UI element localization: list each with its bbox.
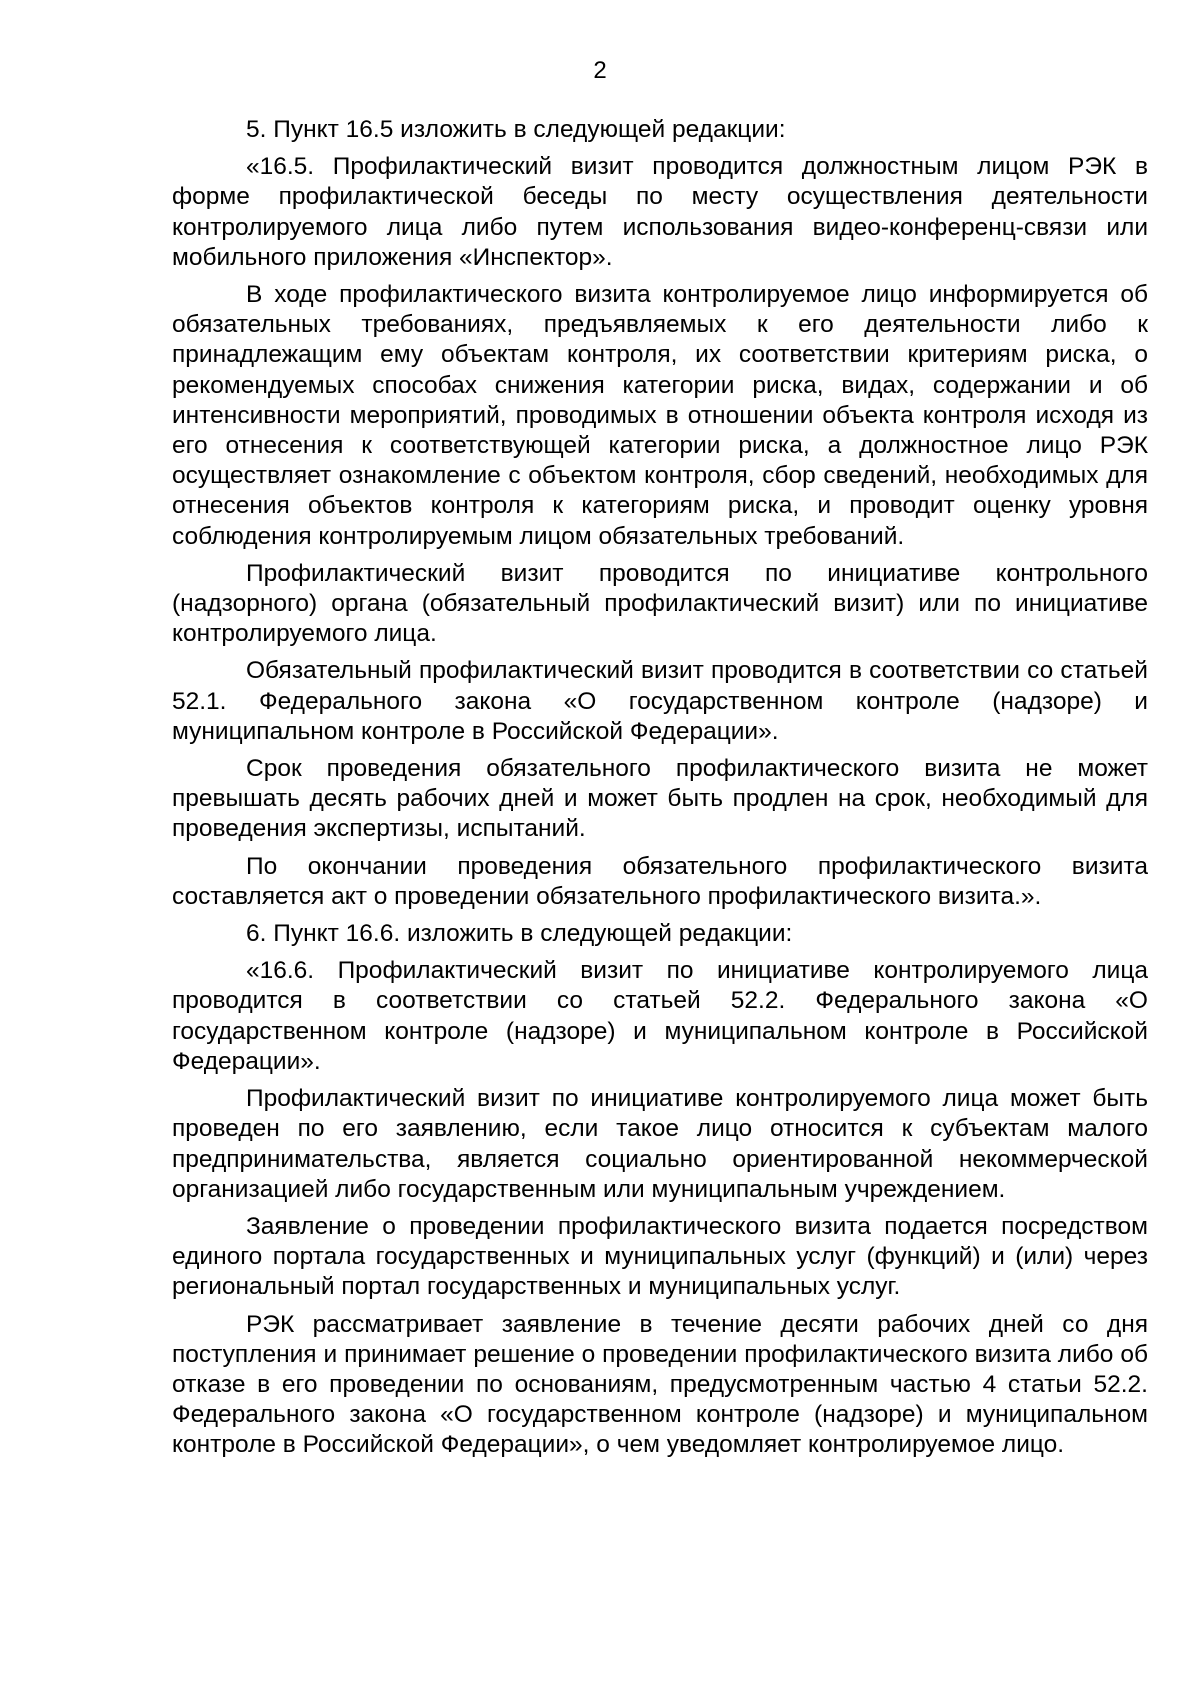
paragraph-16-5-text: «16.5. Профилактический визит проводится должностным лицом РЭК в форме профилактической беседы по месту осуществления деятельности контролируемого лица либо путем использования видео-конференц-связи или мобильного приложения «Инспектор». [172, 153, 1148, 271]
paragraph-visit-initiative: Профилактический визит проводится по инициативе контрольного (надзорного) органа (обязательный профилактический визит) или по инициативе контролируемого лица. [172, 559, 1148, 648]
paragraph-visit-duration: Срок проведения обязательного профилактического визита не может превышать десять рабочих дней и может быть продлен на срок, необходимый для проведения экспертизы, испытаний. [172, 755, 1148, 843]
paragraph-application-review: РЭК рассматривает заявление в течение десяти рабочих дней со дня поступления и принимает решение о проведении профилактического визита либо об отказе в его проведении по основаниям, предусмотренным частью 4 статьи 52.2. Федерального закона «О государственном контроле (надзоре) и муниципальном контроле в Российской Федерации», о чем уведомляет контролируемое лицо. [172, 1310, 1148, 1459]
paragraph-application-eligibility: Профилактический визит по инициативе контролируемого лица может быть проведен по его заявлению, если такое лицо относится к субъектам малого предпринимательства, является социально ориентированной некоммерческой организацией либо государственным или муниципальным учреждением. [172, 1085, 1148, 1203]
paragraph-visit-act: По окончании проведения обязательного профилактического визита составляется акт о проведении обязательного профилактического визита.». [172, 852, 1148, 910]
paragraph-mandatory-visit: Обязательный профилактический визит проводится в соответствии со статьей 52.1. Федерального закона «О государственном контроле (надзоре) и муниципальном контроле в Российской Федерации». [172, 657, 1148, 745]
paragraph-item-5-heading: 5. Пункт 16.5 изложить в следующей редакции: [246, 116, 786, 143]
page-number: 2 [593, 57, 607, 84]
document-body [172, 115, 1148, 1468]
paragraph-item-6-heading: 6. Пункт 16.6. изложить в следующей редакции: [246, 920, 793, 948]
paragraph-application-submission: Заявление о проведении профилактического визита подается посредством единого портала государственных и муниципальных услуг (функций) и (или) через региональный портал государственных и муниципальных услуг. [172, 1212, 1148, 1301]
paragraph-visit-content: В ходе профилактического визита контролируемое лицо информируется об обязательных требованиях, предъявляемых к его деятельности либо к принадлежащим ему объектам контроля, их соответствии критериям риска, о рекомендуемых способах снижения категории риска, видах, содержании и об интенсивности мероприятий, проводимых в отношении объекта контроля исходя из его отнесения к соответствующей категории риска, а должностное лицо РЭК осуществляет ознакомление с объектом контроля, сбор сведений, необходимых для отнесения объектов контроля к категориям риска, и проводит оценку уровня соблюдения контролируемым лицом обязательных требований. [172, 281, 1148, 550]
paragraph-16-6-text: «16.6. Профилактический визит по инициативе контролируемого лица проводится в соответствии со статьей 52.2. Федерального закона «О государственном контроле (надзоре) и муниципальном контроле в Российской Федерации». [172, 957, 1148, 1075]
